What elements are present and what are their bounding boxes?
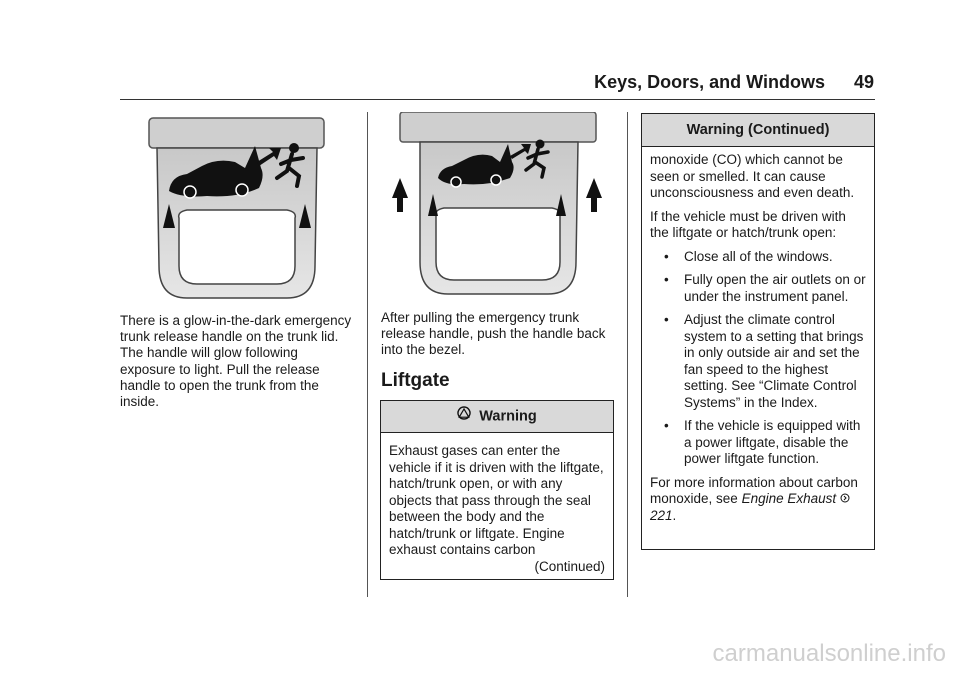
- header-rule: [120, 99, 875, 100]
- page-header-title: Keys, Doors, and Windows: [594, 72, 825, 92]
- warning-continued-box: [641, 113, 875, 550]
- warning-box: [380, 400, 614, 580]
- left-column-paragraph: There is a glow-in-the-dark emergency trunk release handle on the trunk lid. The handle will glow following exposure to light. Pull the release handle to open the trunk from the inside.: [120, 313, 352, 410]
- para3-end: .: [672, 507, 677, 523]
- warning-continued-para1: monoxide (CO) which cannot be seen or smelled. It can cause unconsciousness and even death.: [650, 152, 855, 200]
- warning-continued-para2: If the vehicle must be driven with the liftgate or hatch/trunk open:: [650, 208, 846, 240]
- bullet-marker: •: [664, 312, 669, 327]
- warning-continued-header: Warning (Continued): [642, 114, 874, 147]
- warning-icon: [457, 401, 471, 432]
- engine-exhaust-link[interactable]: Engine Exhaust: [741, 491, 837, 506]
- middle-column-paragraph: After pulling the emergency trunk release handle, push the handle back into the bezel.: [381, 310, 606, 358]
- page-ref-icon: [840, 491, 850, 508]
- bullet-marker: •: [664, 272, 669, 287]
- bullet-text: Adjust the climate control system to a setting that brings in only outside air and set the fan speed to the highest setting. See “Climate Control Systems” in the Index.: [684, 312, 864, 410]
- watermark: carmanualsonline.info: [712, 640, 946, 667]
- list-item: [650, 249, 866, 266]
- trunk-release-handle-illustration: [147, 116, 327, 301]
- warning-body: Exhaust gases can enter the vehicle if it is driven with the liftgate, hatch/trunk open, or with any objects that pass through the seal between the body and the hatch/trunk or liftgate. Engine exhaust contains carbon: [389, 443, 604, 557]
- warning-box-header: [381, 401, 613, 433]
- bullet-marker: •: [664, 418, 669, 433]
- trunk-release-handle-push-illustration: [388, 112, 606, 297]
- para3-text: For more information about carbon monoxide, see: [650, 474, 858, 506]
- page-number: 49: [853, 72, 874, 92]
- column-divider-left: [367, 112, 368, 597]
- bullet-text: Fully open the air outlets on or under the instrument panel.: [684, 272, 866, 304]
- warning-continued-para3: [650, 475, 866, 525]
- list-item: [650, 272, 866, 305]
- bullet-text: Close all of the windows.: [684, 248, 833, 264]
- bullet-marker: •: [664, 248, 669, 264]
- bullet-text: If the vehicle is equipped with a power liftgate, disable the power liftgate function.: [684, 418, 861, 466]
- warning-title: Warning: [479, 408, 537, 425]
- section-heading-liftgate: Liftgate: [381, 370, 450, 391]
- page-ref-number[interactable]: 221: [650, 507, 673, 523]
- list-item: [650, 312, 866, 411]
- list-item: [650, 418, 866, 468]
- warning-continued: (Continued): [534, 558, 605, 574]
- column-divider-right: [627, 112, 628, 597]
